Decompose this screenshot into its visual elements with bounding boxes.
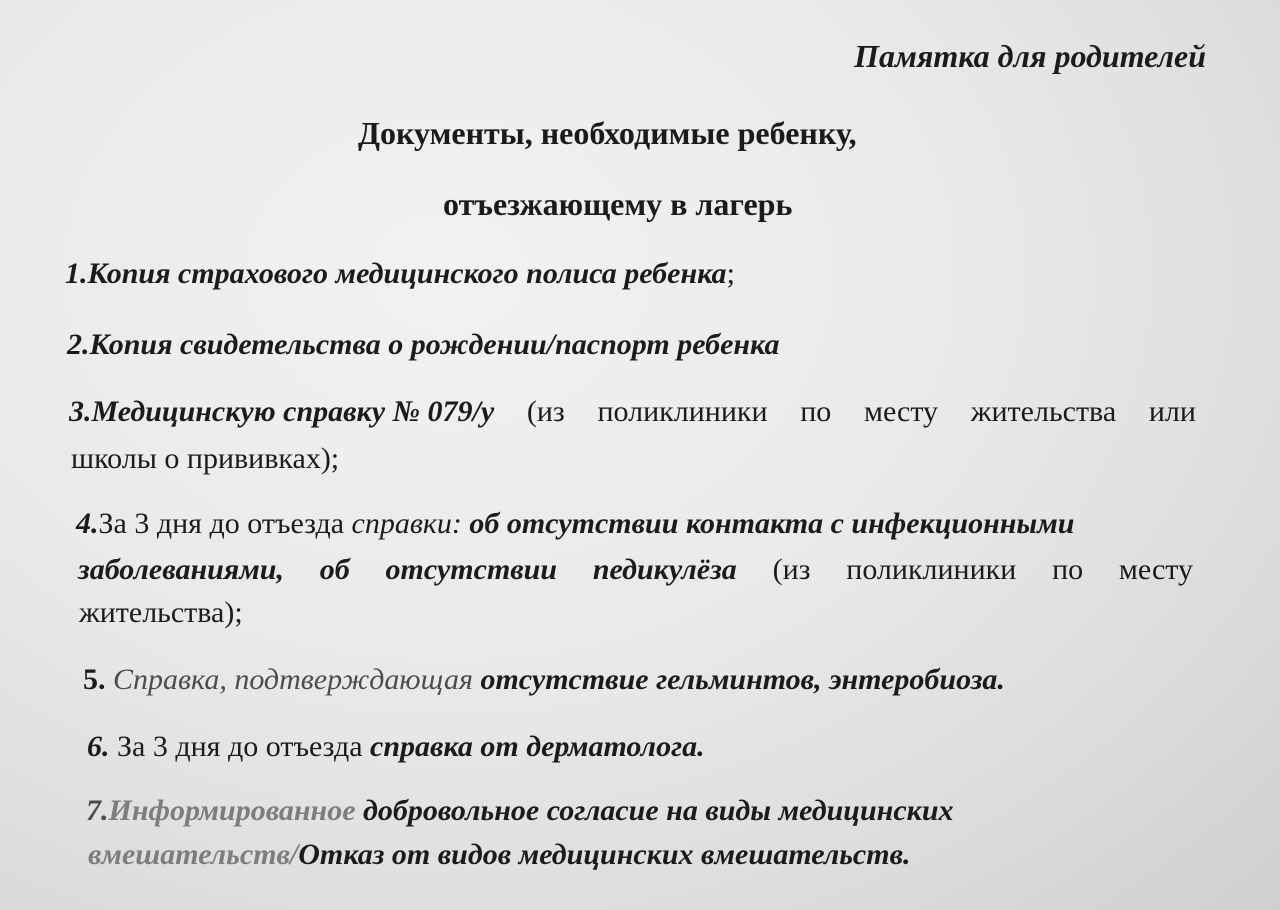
item-text: Копия свидетельства о рождении/паспорт ребенка [89,328,780,361]
item-emph: об отсутствии контакта с инфекционными [469,507,1075,540]
item-emph: справка от дерматолога. [370,730,705,763]
list-item-4-line-3: жительства); [79,596,243,629]
list-item-7-line-2 [88,840,910,870]
item-token: заболеваниями, [78,553,284,586]
list-item-2 [67,330,780,360]
list-item-6 [87,732,705,762]
item-lead: За 3 дня до отъезда [109,730,371,763]
item-number: 4. [76,507,99,540]
list-item-3-line-1 [69,397,1196,427]
title-line-1: Документы, необходимые ребенку, [358,115,857,151]
item-lead: За 3 дня до отъезда [98,507,352,540]
item-emph: добровольное согласие на виды медицинских [355,794,954,827]
list-item-5 [83,665,1005,695]
list-item-4-line-1 [76,509,1074,539]
memo-label: Памятка для родителей [854,38,1206,74]
list-item-7-line-1 [86,796,954,826]
item-token: месту [1118,553,1193,586]
item-token: (из [526,395,565,428]
item-token: об [319,553,350,586]
item-number: 2. [67,328,90,361]
item-token: по [800,395,832,428]
item-suffix: ; [726,257,735,290]
item-lead: Справка, подтверждающая [105,663,481,696]
list-item-1 [65,259,735,289]
item-faded: Информированное [108,794,356,827]
item-token: поликлиники [846,553,1017,586]
title-line-2: отъезжающему в лагерь [443,186,793,222]
item-number-emph: 3.Медицинскую справку № 079/у [69,395,495,428]
item-token: месту [863,395,939,428]
item-emph: Отказ от видов медицинских вмешательств. [298,838,911,871]
item-token: по [1052,553,1084,586]
item-emph: отсутствие гельминтов, энтеробиоза. [480,663,1005,696]
item-number: 5. [83,663,106,696]
item-number: 1. [65,257,88,290]
item-token: (из [772,553,811,586]
item-lead-italic: справки: [351,507,470,540]
item-text: Копия страхового медицинского полиса ребенка [87,257,727,290]
item-faded: вмешательств/ [88,838,299,871]
item-number: 6. [87,730,110,763]
list-item-4-line-2 [78,555,1193,585]
item-number: 7. [86,794,109,827]
item-token: педикулёза [592,553,737,586]
item-token: отсутствии [385,553,558,586]
item-token: жительства [970,395,1117,428]
list-item-3-line-2: школы о прививках); [71,442,340,475]
item-token: или [1148,395,1196,428]
item-token: поликлиники [597,395,768,428]
